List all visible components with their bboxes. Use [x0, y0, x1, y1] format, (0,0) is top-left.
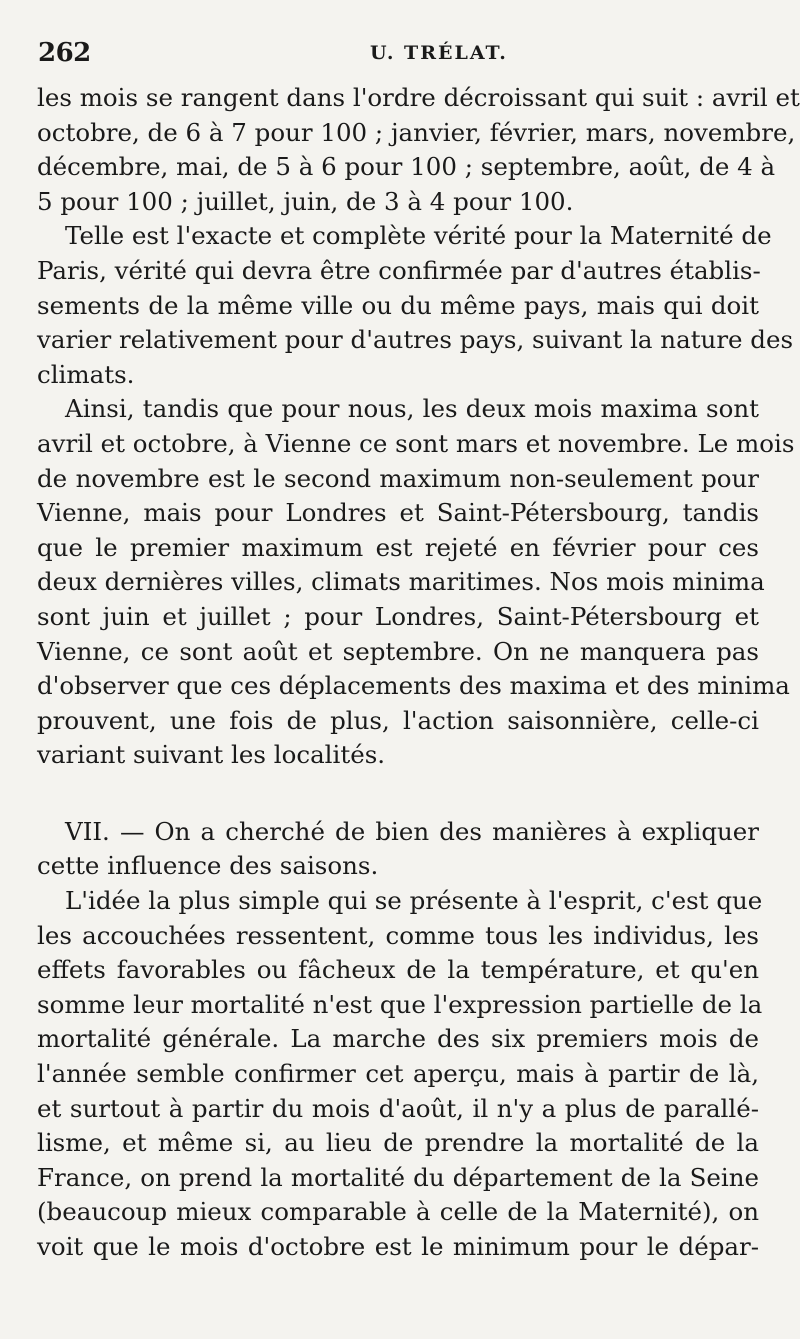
page-number: 262: [38, 38, 91, 68]
section-gap: [37, 773, 759, 815]
text-line: deux dernières villes, climats maritimes. Nos mois minima: [37, 567, 765, 597]
text-line: Ainsi, tandis que pour nous, les deux mois maxima sont: [65, 394, 759, 424]
text-line: sements de la même ville ou du même pays, mais qui doit: [37, 290, 759, 320]
text-line: d'observer que ces déplacements des maxima et des minima: [37, 671, 790, 701]
text-line: somme leur mortalité n'est que l'expression partielle de la: [37, 989, 763, 1019]
text-line: climats.: [37, 359, 135, 389]
text-line: décembre, mai, de 5 à 6 pour 100 ; septembre, août, de 4 à: [37, 152, 776, 182]
text-line: Vienne, ce sont août et septembre. On ne manquera pas: [37, 636, 759, 666]
text-line: de novembre est le second maximum non-seulement pour: [37, 463, 759, 493]
text-line: 5 pour 100 ; juillet, juin, de 3 à 4 pour 100.: [37, 186, 574, 216]
text-line: variant suivant les localités.: [37, 740, 386, 770]
text-line: que le premier maximum est rejeté en février pour ces: [37, 532, 759, 562]
text-line: l'année semble confirmer cet aperçu, mais à partir de là,: [37, 1059, 759, 1089]
text-line: avril et octobre, à Vienne ce sont mars et novembre. Le mois: [37, 428, 795, 458]
paragraph: [37, 884, 763, 1265]
text-line: VII. — On a cherché de bien des manières à expliquer: [65, 816, 759, 846]
paragraph: [37, 392, 795, 773]
text-line: France, on prend la mortalité du département de la Seine: [37, 1162, 759, 1192]
text-line: Vienne, mais pour Londres et Saint-Pétersbourg, tandis: [37, 498, 759, 528]
section-heading-paragraph: [37, 815, 759, 884]
text-line: les mois se rangent dans l'ordre décroissant qui suit : avril et: [37, 83, 800, 112]
text-line: Paris, vérité qui devra être confirmée par d'autres établis-: [37, 255, 761, 285]
running-head: U. TRÉLAT.: [370, 42, 508, 64]
text-line: effets favorables ou fâcheux de la température, et qu'en: [37, 955, 759, 985]
paragraph: [37, 81, 800, 219]
body-text: [37, 81, 800, 1265]
text-line: et surtout à partir du mois d'août, il n'y a plus de parallé-: [37, 1093, 759, 1123]
page-header: [38, 38, 762, 78]
text-line: cette influence des saisons.: [37, 851, 379, 881]
text-line: octobre, de 6 à 7 pour 100 ; janvier, février, mars, novembre,: [37, 117, 796, 147]
text-line: prouvent, une fois de plus, l'action saisonnière, celle-ci: [37, 705, 759, 735]
text-line: L'idée la plus simple qui se présente à l'esprit, c'est que: [65, 886, 763, 916]
text-line: les accouchées ressentent, comme tous les individus, les: [37, 920, 759, 950]
text-line: Telle est l'exacte et complète vérité pour la Maternité de: [65, 221, 772, 251]
text-line: (beaucoup mieux comparable à celle de la Maternité), on: [37, 1197, 759, 1227]
text-line: voit que le mois d'octobre est le minimum pour le dépar-: [37, 1232, 759, 1261]
paragraph: [37, 219, 794, 392]
text-line: sont juin et juillet ; pour Londres, Saint-Pétersbourg et: [37, 601, 759, 631]
text-line: varier relativement pour d'autres pays, suivant la nature des: [37, 325, 794, 355]
text-line: lisme, et même si, au lieu de prendre la mortalité de la: [37, 1128, 759, 1158]
text-line: mortalité générale. La marche des six premiers mois de: [37, 1024, 759, 1054]
